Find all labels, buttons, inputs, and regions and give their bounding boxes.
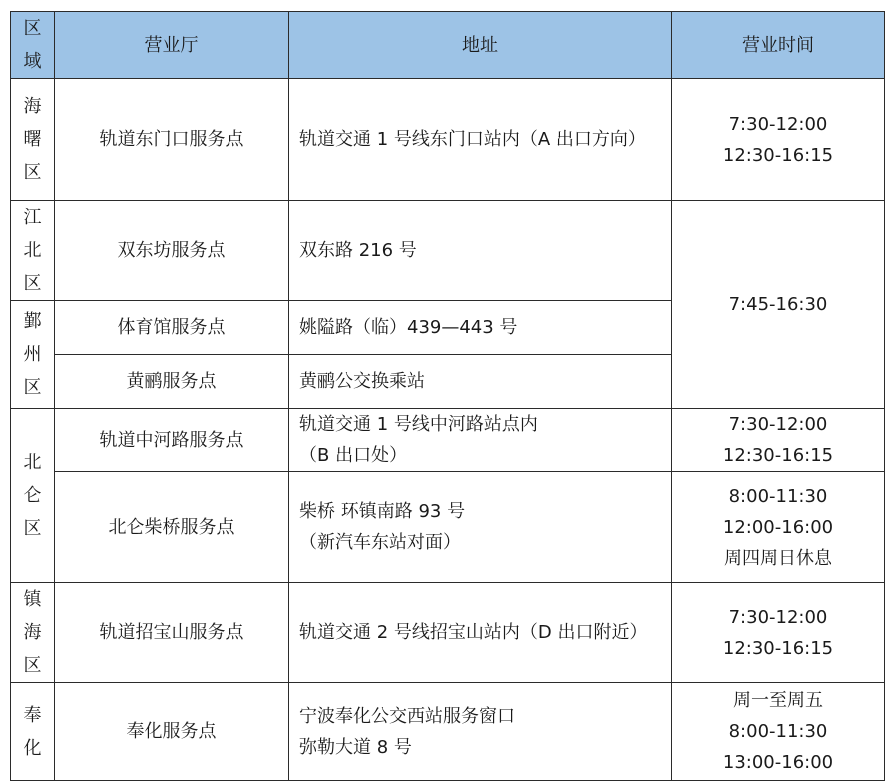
hall-cell: 黄鹂服务点: [55, 355, 289, 409]
hall-cell: 奉化服务点: [55, 683, 289, 781]
address-cell: 柴桥 环镇南路 93 号 （新汽车东站对面）: [289, 472, 672, 583]
district-cell: 北仑区: [11, 409, 55, 583]
district-cell: 海曙区: [11, 79, 55, 201]
table-row: [11, 583, 885, 683]
header-hall: 营业厅: [55, 12, 289, 79]
district-cell: 鄞州区: [11, 301, 55, 409]
header-address: 地址: [289, 12, 672, 79]
header-district: 区域: [11, 12, 55, 79]
address-cell: 宁波奉化公交西站服务窗口 弥勒大道 8 号: [289, 683, 672, 781]
hall-cell: 北仑柴桥服务点: [55, 472, 289, 583]
address-cell: 双东路 216 号: [289, 201, 672, 301]
hall-cell: 轨道东门口服务点: [55, 79, 289, 201]
hall-cell: 体育馆服务点: [55, 301, 289, 355]
address-cell: 轨道交通 1 号线东门口站内（A 出口方向）: [289, 79, 672, 201]
table-row: [11, 79, 885, 201]
hours-cell: 7:30-12:00 12:30-16:15: [672, 583, 885, 683]
table-row: [11, 683, 885, 781]
address-cell: 轨道交通 1 号线中河路站点内 （B 出口处）: [289, 409, 672, 472]
hall-cell: 轨道中河路服务点: [55, 409, 289, 472]
address-cell: 姚隘路（临）439—443 号: [289, 301, 672, 355]
header-hours: 营业时间: [672, 12, 885, 79]
district-cell: 镇海区: [11, 583, 55, 683]
district-cell: 奉化: [11, 683, 55, 781]
table-row: [11, 472, 885, 583]
hall-cell: 双东坊服务点: [55, 201, 289, 301]
hours-cell: 7:30-12:00 12:30-16:15: [672, 79, 885, 201]
hours-cell: 7:45-16:30: [672, 201, 885, 409]
service-points-table: [10, 11, 885, 781]
district-cell: 江北区: [11, 201, 55, 301]
header-row: [11, 12, 885, 79]
address-cell: 轨道交通 2 号线招宝山站内（D 出口附近）: [289, 583, 672, 683]
hall-cell: 轨道招宝山服务点: [55, 583, 289, 683]
address-cell: 黄鹂公交换乘站: [289, 355, 672, 409]
hours-cell: 8:00-11:30 12:00-16:00 周四周日休息: [672, 472, 885, 583]
table-row: [11, 409, 885, 472]
hours-cell: 7:30-12:00 12:30-16:15: [672, 409, 885, 472]
hours-cell: 周一至周五 8:00-11:30 13:00-16:00: [672, 683, 885, 781]
table-row: [11, 201, 885, 301]
